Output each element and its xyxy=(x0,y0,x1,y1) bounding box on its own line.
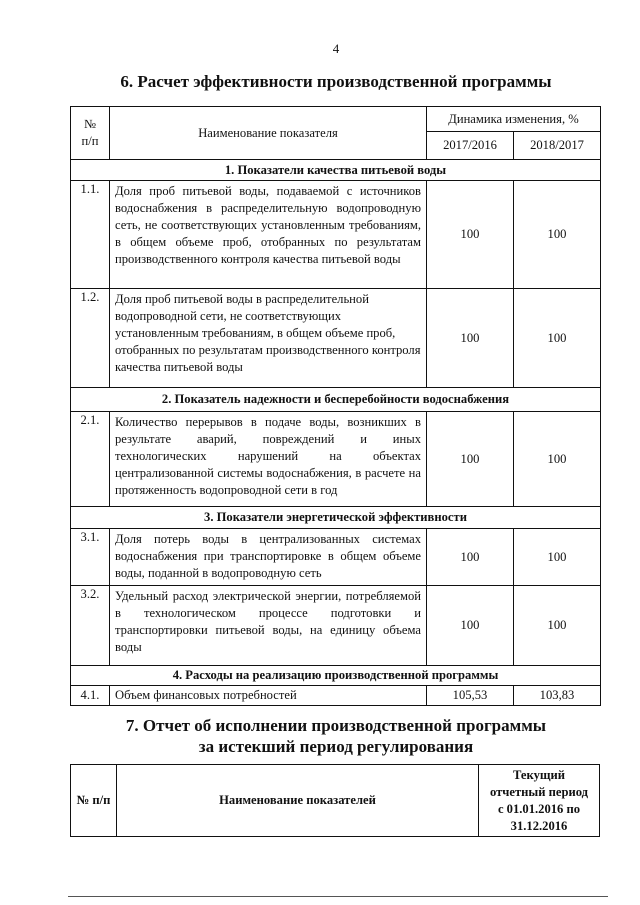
header-col-2018-2017: 2018/2017 xyxy=(514,132,601,160)
section-7-title xyxy=(0,715,640,757)
table-row xyxy=(71,686,601,706)
table-row xyxy=(71,289,601,388)
row-value-2017-2016: 100 xyxy=(427,181,514,289)
row-value-2018-2017: 100 xyxy=(514,412,601,507)
row-name: Удельный расход электрической энергии, потребляемой в технологическом процессе подготовки и транспортировки питьевой воды, на единицу объема воды xyxy=(110,586,427,666)
report-header-period: Текущий отчетный период с 01.01.2016 по 31.12.2016 xyxy=(479,765,600,837)
group-row xyxy=(71,507,601,529)
group-row xyxy=(71,666,601,686)
row-number: 1.2. xyxy=(71,289,110,388)
group-title: 4. Расходы на реализацию производственной программы xyxy=(71,666,601,686)
row-number: 2.1. xyxy=(71,412,110,507)
row-value-2018-2017: 103,83 xyxy=(514,686,601,706)
group-row xyxy=(71,160,601,181)
efficiency-table xyxy=(70,106,601,706)
header-name: Наименование показателя xyxy=(110,107,427,160)
group-title: 2. Показатель надежности и бесперебойности водоснабжения xyxy=(71,388,601,412)
group-title: 1. Показатели качества питьевой воды xyxy=(71,160,601,181)
section-7-title-line-1: 7. Отчет об исполнении производственной программы xyxy=(125,716,547,735)
page-bottom-rule xyxy=(68,896,608,897)
row-value-2018-2017: 100 xyxy=(514,181,601,289)
table-row xyxy=(71,412,601,507)
report-table xyxy=(70,764,600,837)
row-number: 3.1. xyxy=(71,529,110,586)
row-value-2017-2016: 100 xyxy=(427,289,514,388)
row-value-2017-2016: 100 xyxy=(427,529,514,586)
row-value-2017-2016: 100 xyxy=(427,412,514,507)
row-value-2017-2016: 100 xyxy=(427,586,514,666)
row-name: Объем финансовых потребностей xyxy=(110,686,427,706)
row-number: 4.1. xyxy=(71,686,110,706)
header-num: № п/п xyxy=(71,107,110,160)
row-number: 1.1. xyxy=(71,181,110,289)
table-row xyxy=(71,586,601,666)
section-7-title-line-2: за истекший период регулирования xyxy=(198,737,474,756)
row-name: Доля проб питьевой воды в распределительной водопроводной сети, не соответствующих установленным требованиям, в общем объеме проб, отобранных по результатам производственного контроля качества питьевой воды xyxy=(110,289,427,388)
page-number: 4 xyxy=(332,41,340,56)
row-value-2018-2017: 100 xyxy=(514,529,601,586)
group-row xyxy=(71,388,601,412)
header-col-2017-2016: 2017/2016 xyxy=(427,132,514,160)
row-value-2018-2017: 100 xyxy=(514,586,601,666)
row-number: 3.2. xyxy=(71,586,110,666)
row-name: Доля проб питьевой воды, подаваемой с источников водоснабжения в распределительную водопроводную сеть, не соответствующих установленным требованиям, в общем объеме проб, отобранных по результатам производственного контроля качества питьевой воды xyxy=(110,181,427,289)
table-row xyxy=(71,529,601,586)
table-row xyxy=(71,181,601,289)
group-title: 3. Показатели энергетической эффективности xyxy=(71,507,601,529)
header-dynamics: Динамика изменения, % xyxy=(427,107,601,132)
row-name: Доля потерь воды в централизованных системах водоснабжения при транспортировке в общем объеме воды, поданной в водопроводную сеть xyxy=(110,529,427,586)
row-value-2017-2016: 105,53 xyxy=(427,686,514,706)
report-header-num: № п/п xyxy=(71,765,117,837)
row-name: Количество перерывов в подаче воды, возникших в результате аварий, повреждений и иных технологических нарушений на объектах централизованной системы водоснабжения, в расчете на протяженность водопроводной сети в год xyxy=(110,412,427,507)
row-value-2018-2017: 100 xyxy=(514,289,601,388)
section-6-title: 6. Расчет эффективности производственной программы xyxy=(120,72,552,91)
report-header-name: Наименование показателей xyxy=(117,765,479,837)
